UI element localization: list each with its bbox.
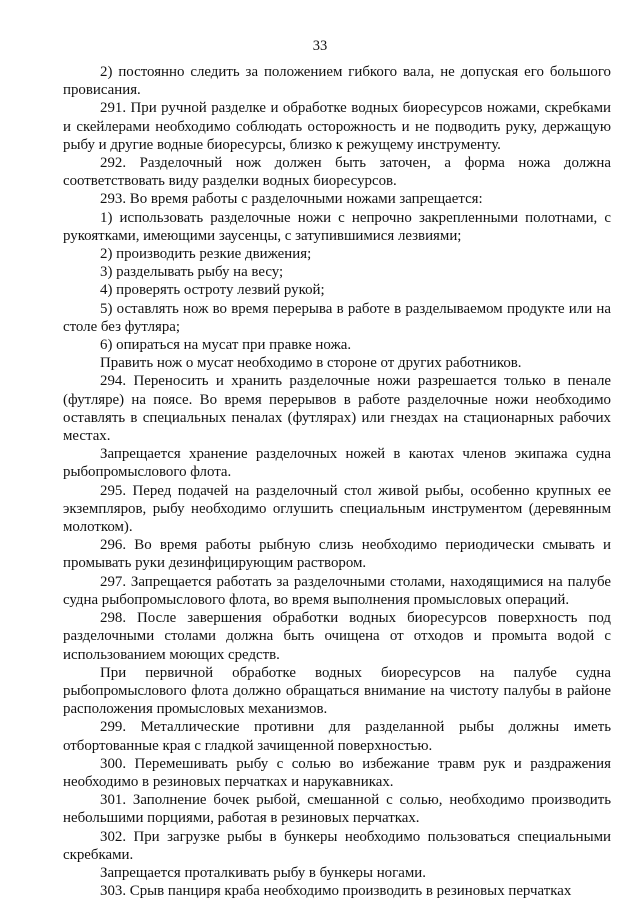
- paragraph-299: 299. Металлические противни для разделанной рыбы должны иметь отбортованные края с гладкой зачищенной поверхностью.: [63, 719, 611, 754]
- paragraph-298: 298. После завершения обработки водных биоресурсов поверхность под разделочными столами должна быть очищена от отходов и промыта водой с использованием моющих средств.: [63, 610, 611, 663]
- paragraph-item-2: 2) постоянно следить за положением гибкого вала, не допуская его большого провисания.: [63, 64, 611, 99]
- paragraph-291: 291. При ручной разделке и обработке водных биоресурсов ножами, скребками и скейлерами необходимо соблюдать осторожность и не подводить руку, держащую рыбу и другие водные биоресурсы, близко к режущему инструменту.: [63, 100, 611, 153]
- paragraph-293-item-6: 6) опираться на мусат при правке ножа.: [100, 337, 352, 354]
- paragraph-303: 303. Срыв панциря краба необходимо производить в резиновых перчатках: [100, 883, 572, 900]
- paragraph-298-note: При первичной обработке водных биоресурсов на палубе судна рыбопромыслового флота должно обращаться внимание на чистоту палубы в районе расположения промысловых механизмов.: [63, 664, 611, 718]
- paragraph-293: 293. Во время работы с разделочными ножами запрещается:: [100, 191, 483, 208]
- paragraph-293-item-1: 1) использовать разделочные ножи с непрочно закрепленными полотнами, с рукоятками, имеющими заусенцы, с затупившимися лезвиями;: [63, 209, 611, 244]
- page-number: 33: [312, 38, 328, 54]
- paragraph-292: 292. Разделочный нож должен быть заточен, а форма ножа должна соответствовать виду разделки водных биоресурсов.: [63, 155, 611, 190]
- paragraph-293-item-5: 5) оставлять нож во время перерыва в работе в разделываемом продукте или на столе без футляра;: [63, 300, 611, 335]
- paragraph-302-note: Запрещается проталкивать рыбу в бункеры ногами.: [100, 864, 426, 881]
- paragraph-294-note: Запрещается хранение разделочных ножей в каютах членов экипажа судна рыбопромыслового флота.: [63, 446, 611, 481]
- paragraph-297: 297. Запрещается работать за разделочными столами, находящимися на палубе судна рыбопромыслового флота, во время выполнения промысловых операций.: [63, 573, 611, 608]
- paragraph-300: 300. Перемешивать рыбу с солью во избежание травм рук и раздражения необходимо в резиновых перчатках и нарукавниках.: [63, 755, 611, 790]
- paragraph-302: 302. При загрузке рыбы в бункеры необходимо пользоваться специальными скребками.: [63, 828, 611, 863]
- paragraph-293-item-4: 4) проверять остроту лезвий рукой;: [100, 282, 325, 299]
- paragraph-293-item-2: 2) производить резкие движения;: [100, 246, 312, 263]
- paragraph-294: 294. Переносить и хранить разделочные ножи разрешается только в пенале (футляре) на поясе. Во время перерывов в работе разделочные ножи необходимо оставлять в специальных пеналах (футлярах) или гнездах на стационарных рабочих местах.: [63, 373, 611, 445]
- paragraph-296: 296. Во время работы рыбную слизь необходимо периодически смывать и промывать руки дезинфицирующим раствором.: [63, 537, 611, 572]
- paragraph-301: 301. Заполнение бочек рыбой, смешанной с солью, необходимо производить небольшими порциями, работая в резиновых перчатках.: [63, 792, 611, 827]
- paragraph-295: 295. Перед подачей на разделочный стол живой рыбы, особенно крупных ее экземпляров, рыбу необходимо оглушить специальным инструментом (деревянным молотком).: [63, 482, 611, 536]
- document-body: [63, 63, 611, 900]
- paragraph-293-note: Править нож о мусат необходимо в стороне от других работников.: [100, 355, 522, 372]
- paragraph-293-item-3: 3) разделывать рыбу на весу;: [100, 264, 284, 281]
